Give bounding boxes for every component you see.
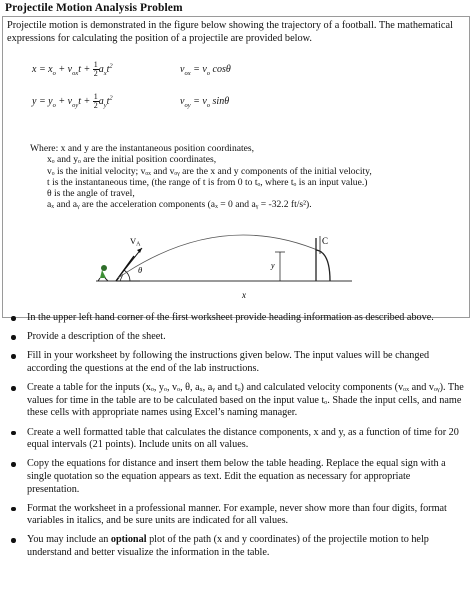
- list-item: Create a table for the inputs (xₒ, yₒ, vₒ, θ, aₓ, aᵧ and tₒ) and calculated velocity components (vₒₓ and vₒᵧ). The values for time in the table are to be calculated based on the input value tₒ. Shade the input cells, and name these cells with appropriate names using Excel’s naming manager.: [10, 382, 464, 420]
- definition-line: vₒ is the initial velocity; vₒₓ and vₒᵧ are the x and y components of the initial velocity,: [47, 165, 372, 177]
- trajectory-figure: [90, 228, 360, 304]
- list-item: You may include an optional plot of the path (x and y coordinates) of the projectile motion to help understand and better visualize the information in the table.: [10, 534, 464, 559]
- instruction-list: [10, 312, 464, 566]
- definition-line: xₒ and yₒ are the initial position coordinates,: [47, 154, 217, 166]
- list-item: Format the worksheet in a professional manner. For example, never show more than four digits, format variables in italics, and be sure units are indicated for all values.: [10, 503, 464, 528]
- trajectory-curve: [118, 235, 322, 278]
- y-label: y: [271, 261, 275, 270]
- theta-label: θ: [138, 265, 143, 275]
- list-item: In the upper left hand corner of the first worksheet provide heading information as described above.: [10, 312, 464, 325]
- list-item: Provide a description of the sheet.: [10, 331, 464, 344]
- kicker-figure: [98, 265, 108, 281]
- definition-line: θ is the angle of travel,: [47, 188, 135, 200]
- page-title: Projectile Motion Analysis Problem: [5, 2, 183, 14]
- definition-line: t is the instantaneous time, (the range of t is from 0 to tₒ, where tₒ is an input value.): [47, 176, 368, 188]
- velocity-label: VA: [130, 236, 141, 248]
- definition-line: Where: x and y are the instantaneous position coordinates,: [30, 143, 255, 154]
- equation-vox: $v_{ox} = v_o$ cosθ: [180, 64, 231, 77]
- equation-y: $y = y_o + v_{oy}t$ + $\frac{1}{2}$ $a_yt^2$: [32, 92, 113, 110]
- list-item: Copy the equations for distance and insert them below the table heading. Replace the equal sign with a single quotation so the equation appears as text. Edit the equation as necessary for appropriate presentation.: [10, 458, 464, 496]
- definition-line: aₓ and aᵧ are the acceleration components (aₓ = 0 and aᵧ = -32.2 ft/s²).: [47, 199, 312, 211]
- x-label: x: [242, 290, 246, 300]
- equation-voy: $v_{oy} = v_o$ sinθ: [180, 96, 230, 109]
- variable-definitions: [30, 143, 460, 211]
- intro-paragraph: Projectile motion is demonstrated in the figure below showing the trajectory of a football. The mathematical expressions for calculating the position of a projectile are provided below.: [7, 20, 453, 44]
- c-label: C: [322, 236, 329, 246]
- list-item: Create a well formatted table that calculates the distance components, x and y, as a function of time for 20 equal intervals (21 points). Include units on all values.: [10, 427, 464, 452]
- velocity-arrowhead: [137, 248, 142, 253]
- list-item: Fill in your worksheet by following the instructions given below. The input values will be changed according the questions at the end of the lab instructions.: [10, 350, 464, 375]
- equation-x: $x = x_o + v_{ox}t$ + $\frac{1}{2}$ $a_xt^2$: [32, 60, 113, 78]
